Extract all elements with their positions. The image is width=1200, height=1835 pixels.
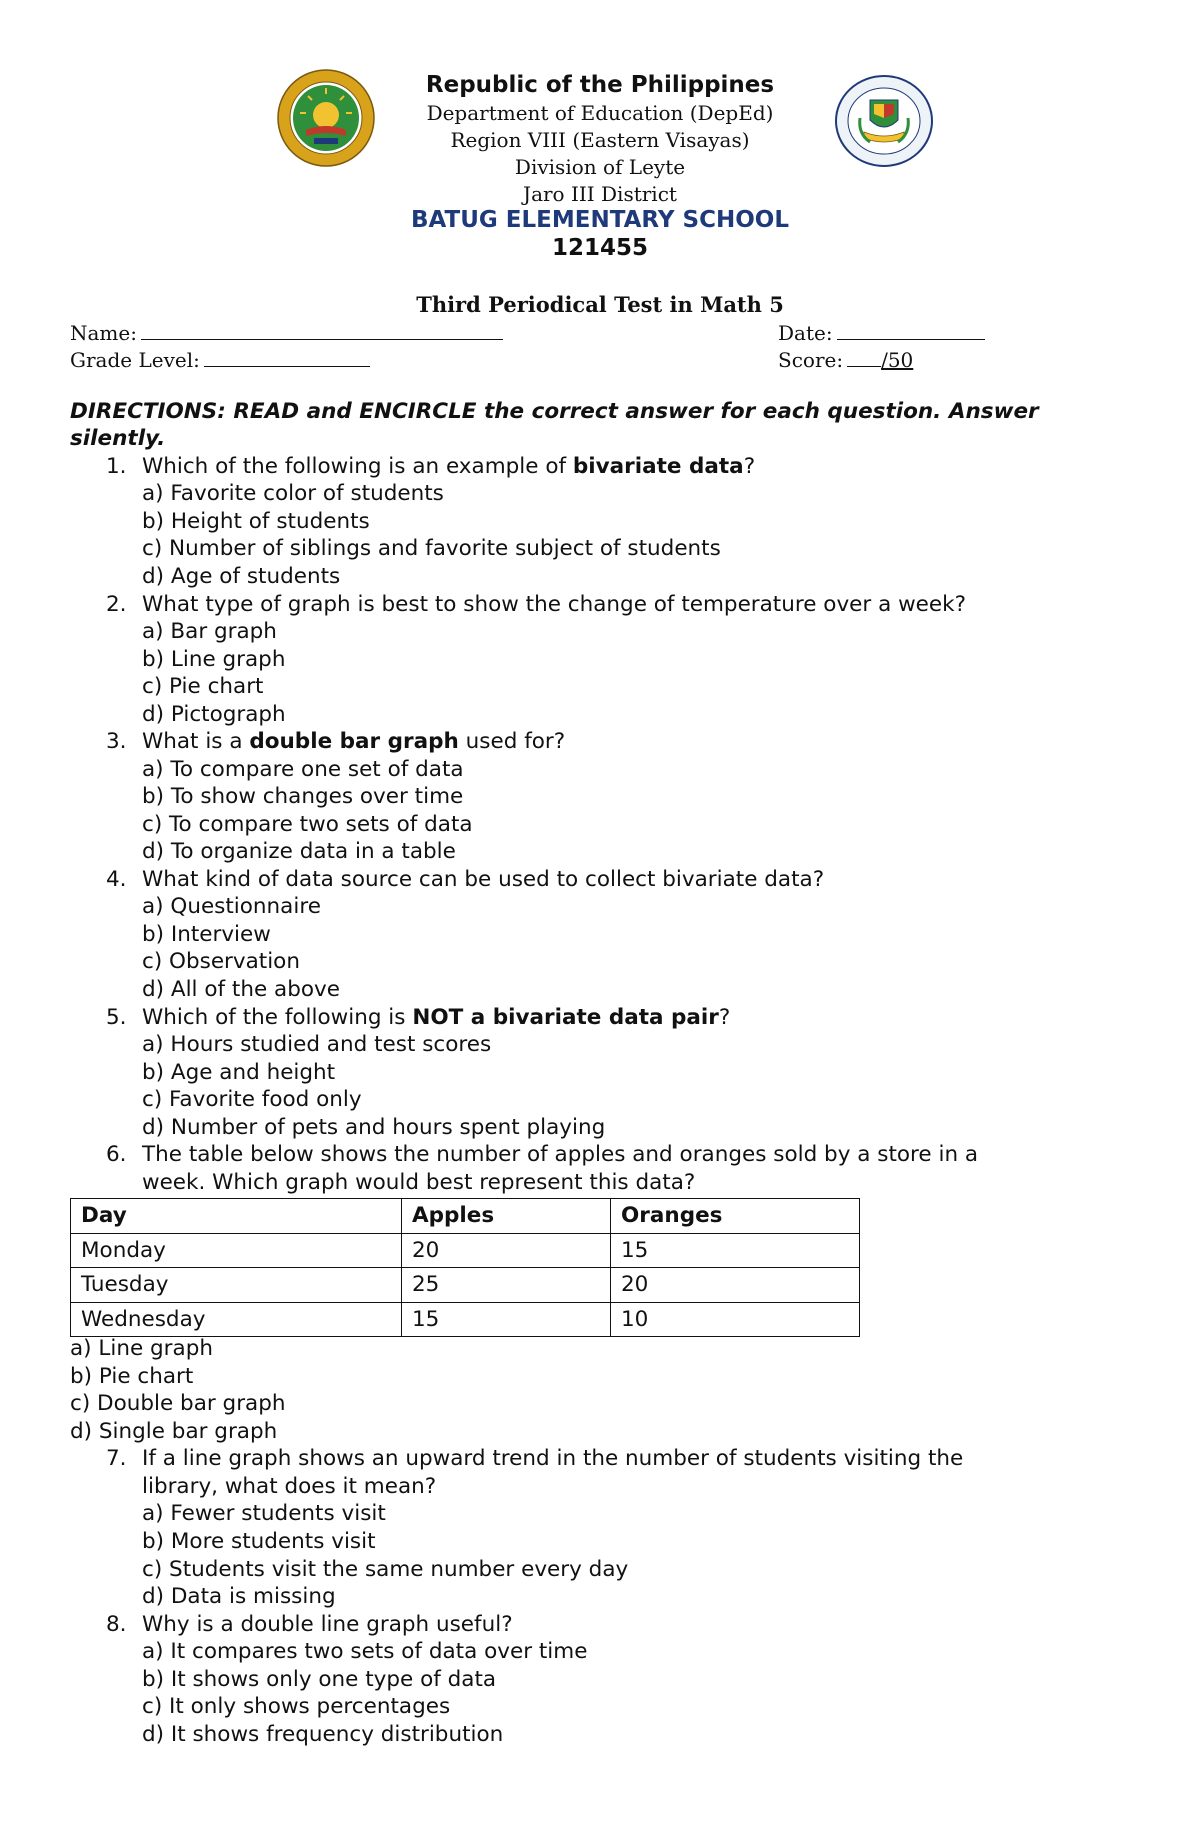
q8-option-b[interactable]: b) It shows only one type of data [142, 1667, 497, 1692]
score-field[interactable] [778, 348, 913, 372]
table-cell: 20 [402, 1233, 611, 1268]
table-header-cell: Day [71, 1199, 402, 1234]
table-cell: Wednesday [71, 1302, 402, 1337]
q6-option-b[interactable]: b) Pie chart [70, 1364, 194, 1389]
q6-option-d[interactable]: d) Single bar graph [70, 1419, 278, 1444]
q4-option-d[interactable]: d) All of the above [142, 977, 340, 1002]
q4-option-c[interactable]: c) Observation [142, 949, 300, 974]
name-label: Name: [70, 321, 137, 345]
q6-option-c[interactable]: c) Double bar graph [70, 1391, 286, 1416]
header-division: Division of Leyte [514, 155, 686, 179]
q8-option-a[interactable]: a) It compares two sets of data over time [142, 1639, 588, 1664]
question-3: 3. What is a double bar graph used for? [106, 729, 566, 754]
table-row [71, 1268, 860, 1303]
header-district: Jaro III District [523, 182, 677, 206]
q1-option-b[interactable]: b) Height of students [142, 509, 370, 534]
q6-option-a[interactable]: a) Line graph [70, 1336, 213, 1361]
question-4: 4. What kind of data source can be used to collect bivariate data? [106, 867, 825, 892]
question-7-continued: library, what does it mean? [142, 1474, 437, 1499]
header-country: Republic of the Philippines [425, 72, 775, 98]
table-cell: 25 [402, 1268, 611, 1303]
question-2: 2. What type of graph is best to show the change of temperature over a week? [106, 592, 966, 617]
q8-option-d[interactable]: d) It shows frequency distribution [142, 1722, 504, 1747]
score-total: /50 [881, 348, 914, 372]
question-keyword: bivariate data [572, 454, 744, 479]
question-8: 8. Why is a double line graph useful? [106, 1612, 513, 1637]
question-6-continued: week. Which graph would best represent this data? [142, 1170, 696, 1195]
table-cell: 10 [611, 1302, 860, 1337]
question-keyword: double bar graph [249, 729, 459, 754]
q2-option-c[interactable]: c) Pie chart [142, 674, 264, 699]
q2-option-d[interactable]: d) Pictograph [142, 702, 286, 727]
name-blank[interactable] [141, 321, 503, 340]
sales-table [70, 1198, 860, 1337]
question-1: 1. Which of the following is an example of bivariate data? [106, 454, 756, 479]
date-label: Date: [778, 321, 833, 345]
table-cell: Tuesday [71, 1268, 402, 1303]
q7-option-a[interactable]: a) Fewer students visit [142, 1501, 386, 1526]
q1-option-a[interactable]: a) Favorite color of students [142, 481, 444, 506]
q4-option-b[interactable]: b) Interview [142, 922, 271, 947]
q3-option-a[interactable]: a) To compare one set of data [142, 757, 464, 782]
question-7: 7. If a line graph shows an upward trend in the number of students visiting the [106, 1446, 964, 1471]
q5-option-d[interactable]: d) Number of pets and hours spent playing [142, 1115, 606, 1140]
table-row [71, 1233, 860, 1268]
q7-option-d[interactable]: d) Data is missing [142, 1584, 336, 1609]
grade-level-blank[interactable] [204, 348, 370, 367]
question-5: 5. Which of the following is NOT a bivariate data pair? [106, 1005, 731, 1030]
score-label: Score: [778, 348, 844, 372]
question-6: 6. The table below shows the number of apples and oranges sold by a store in a [106, 1142, 979, 1167]
q3-option-c[interactable]: c) To compare two sets of data [142, 812, 473, 837]
table-cell: Monday [71, 1233, 402, 1268]
score-blank[interactable] [847, 348, 881, 367]
test-title: Third Periodical Test in Math 5 [416, 292, 784, 317]
q5-option-a[interactable]: a) Hours studied and test scores [142, 1032, 492, 1057]
header-school-name: BATUG ELEMENTARY SCHOOL [411, 207, 789, 233]
date-field[interactable] [778, 321, 985, 345]
table-header-row [71, 1199, 860, 1234]
q4-option-a[interactable]: a) Questionnaire [142, 894, 321, 919]
table-cell: 15 [611, 1233, 860, 1268]
header-school-id: 121455 [551, 235, 649, 261]
table-cell: 15 [402, 1302, 611, 1337]
date-blank[interactable] [837, 321, 985, 340]
grade-level-label: Grade Level: [70, 348, 200, 372]
q5-option-b[interactable]: b) Age and height [142, 1060, 336, 1085]
q1-option-d[interactable]: d) Age of students [142, 564, 341, 589]
question-keyword: NOT a bivariate data pair [412, 1005, 719, 1030]
header-region: Region VIII (Eastern Visayas) [450, 128, 750, 152]
q3-option-b[interactable]: b) To show changes over time [142, 784, 464, 809]
table-header-cell: Oranges [611, 1199, 860, 1234]
q3-option-d[interactable]: d) To organize data in a table [142, 839, 456, 864]
q2-option-a[interactable]: a) Bar graph [142, 619, 277, 644]
directions-text: DIRECTIONS: READ and ENCIRCLE the correct answer for each question. Answer silently. [70, 399, 1039, 451]
q7-option-c[interactable]: c) Students visit the same number every day [142, 1557, 629, 1582]
table-row [71, 1302, 860, 1337]
q8-option-c[interactable]: c) It only shows percentages [142, 1694, 451, 1719]
q5-option-c[interactable]: c) Favorite food only [142, 1087, 362, 1112]
grade-level-field[interactable] [70, 348, 370, 372]
q2-option-b[interactable]: b) Line graph [142, 647, 286, 672]
header-department: Department of Education (DepEd) [426, 101, 774, 125]
q1-option-c[interactable]: c) Number of siblings and favorite subject of students [142, 536, 721, 561]
q7-option-b[interactable]: b) More students visit [142, 1529, 376, 1554]
table-header-cell: Apples [402, 1199, 611, 1234]
table-cell: 20 [611, 1268, 860, 1303]
name-field[interactable] [70, 321, 503, 345]
